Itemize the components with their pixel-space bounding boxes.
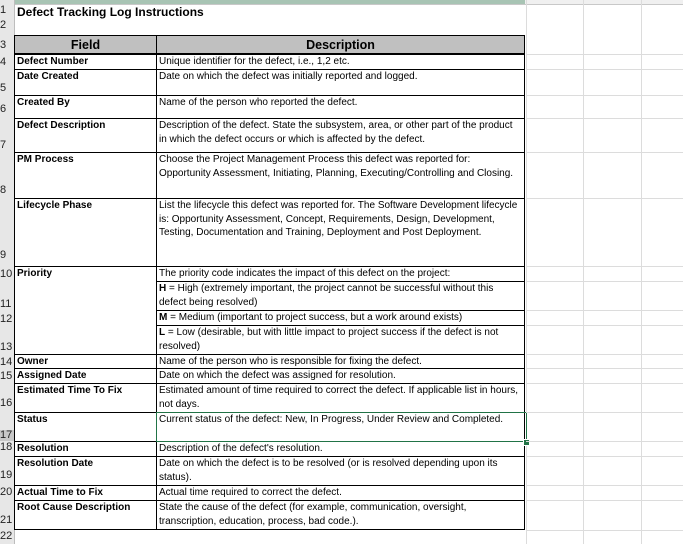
field-cell[interactable]: Defect Description — [14, 118, 157, 153]
field-cell[interactable]: PM Process — [14, 152, 157, 199]
priority-code: L — [159, 327, 166, 338]
row-number[interactable]: 21 — [0, 514, 13, 526]
sheet-title[interactable]: Defect Tracking Log Instructions — [17, 5, 204, 19]
row-number[interactable]: 3 — [0, 39, 7, 51]
description-cell[interactable] — [156, 485, 525, 501]
field-cell[interactable]: Status — [14, 412, 157, 442]
description-cell[interactable] — [156, 266, 525, 282]
description-cell[interactable] — [156, 152, 525, 199]
description-text: Actual time required to correct the defect. — [159, 487, 342, 498]
gridline — [526, 54, 683, 55]
row-number[interactable]: 16 — [0, 397, 13, 409]
gridline — [526, 95, 683, 96]
description-cell[interactable] — [156, 198, 525, 267]
description-cell[interactable] — [156, 281, 525, 311]
header-field[interactable]: Field — [14, 35, 157, 54]
description-cell[interactable] — [156, 325, 525, 355]
description-cell[interactable] — [156, 368, 525, 384]
description-text: List the lifecycle this defect was reported for. The Software Development lifecycle is: Opportunity Assessment, Concept, Requirements, Design, Development, Testing, Documentation and Training, Deployment and Post Deployment. — [159, 200, 518, 238]
field-cell[interactable]: Created By — [14, 95, 157, 119]
gridline — [526, 310, 683, 311]
field-cell[interactable] — [14, 325, 157, 355]
row-number[interactable]: 20 — [0, 486, 13, 498]
gridline — [526, 0, 527, 544]
description-text: The priority code indicates the impact of this defect on the project: — [159, 268, 451, 279]
field-cell[interactable] — [14, 281, 157, 311]
field-cell[interactable]: Lifecycle Phase — [14, 198, 157, 267]
gridline — [526, 456, 683, 457]
description-text: = Medium (important to project success, but a work around exists) — [167, 312, 463, 323]
row-number[interactable]: 13 — [0, 341, 13, 353]
description-text: Current status of the defect: New, In Progress, Under Review and Completed. — [159, 414, 504, 425]
field-cell[interactable]: Date Created — [14, 69, 157, 96]
field-cell[interactable]: Estimated Time To Fix — [14, 383, 157, 413]
description-cell[interactable] — [156, 69, 525, 96]
row-number[interactable]: 2 — [0, 19, 7, 31]
field-cell[interactable] — [14, 310, 157, 326]
gridline — [526, 266, 683, 267]
description-cell[interactable] — [156, 441, 525, 457]
row-number[interactable]: 7 — [0, 139, 7, 151]
description-text: Date on which the defect was assigned for resolution. — [159, 370, 396, 381]
description-text: Name of the person who is responsible for fixing the defect. — [159, 356, 422, 367]
field-cell[interactable]: Resolution — [14, 441, 157, 457]
field-cell[interactable]: Assigned Date — [14, 368, 157, 384]
description-cell[interactable] — [156, 383, 525, 413]
gridline — [526, 368, 683, 369]
gridline — [583, 0, 584, 544]
row-number[interactable]: 8 — [0, 184, 7, 196]
priority-code: M — [159, 312, 168, 323]
row-number[interactable]: 15 — [0, 370, 13, 382]
gridline — [526, 485, 683, 486]
row-number[interactable]: 5 — [0, 82, 7, 94]
row-number[interactable]: 10 — [0, 268, 13, 280]
field-cell[interactable]: Resolution Date — [14, 456, 157, 486]
description-cell[interactable] — [156, 54, 525, 70]
description-text: = Low (desirable, but with little impact to project success if the defect is not resolved) — [159, 327, 499, 352]
row-number[interactable]: 9 — [0, 249, 7, 261]
field-cell[interactable]: Owner — [14, 354, 157, 369]
selected-columns-indicator — [14, 0, 525, 4]
row-number[interactable]: 19 — [0, 469, 13, 481]
row-number[interactable]: 18 — [0, 441, 13, 453]
description-text: Description of the defect. State the subsystem, area, or other part of the product in which the defect occurs or which is affected by the defect. — [159, 120, 513, 145]
description-text: Unique identifier for the defect, i.e., 1,2 etc. — [159, 56, 350, 67]
field-cell[interactable]: Actual Time to Fix — [14, 485, 157, 501]
gridline — [641, 0, 642, 544]
description-text: State the cause of the defect (for example, communication, oversight, transcription, education, process, bad code.). — [159, 502, 467, 527]
row-number[interactable]: 12 — [0, 313, 13, 325]
description-cell[interactable] — [156, 95, 525, 119]
description-text: Description of the defect's resolution. — [159, 443, 323, 454]
gridline — [526, 281, 683, 282]
field-cell[interactable]: Priority — [14, 266, 157, 282]
description-text: Estimated amount of time required to correct the defect. If applicable list in hours, not days. — [159, 385, 519, 410]
field-cell[interactable]: Root Cause Description — [14, 500, 157, 530]
description-text: Choose the Project Management Process this defect was reported for: Opportunity Assessment, Initiating, Planning, Executing/Controlling and Closing. — [159, 154, 514, 179]
gridline — [526, 152, 683, 153]
description-cell[interactable] — [156, 310, 525, 326]
description-cell[interactable] — [156, 118, 525, 153]
gridline — [526, 530, 683, 531]
row-number[interactable]: 11 — [0, 298, 12, 310]
description-cell[interactable] — [156, 456, 525, 486]
description-cell[interactable] — [156, 354, 525, 369]
gridline — [526, 325, 683, 326]
description-text: Date on which the defect was initially reported and logged. — [159, 71, 418, 82]
priority-code: H — [159, 283, 167, 294]
row-number[interactable]: 22 — [0, 530, 13, 542]
description-cell[interactable] — [156, 412, 525, 442]
gridline — [526, 412, 683, 413]
description-text: Name of the person who reported the defect. — [159, 97, 358, 108]
gridline — [526, 198, 683, 199]
header-description[interactable]: Description — [156, 35, 525, 54]
row-number[interactable]: 4 — [0, 56, 7, 68]
row-number[interactable]: 6 — [0, 103, 7, 115]
field-cell[interactable]: Defect Number — [14, 54, 157, 70]
gridline — [526, 354, 683, 355]
gridline — [526, 118, 683, 119]
gridline — [526, 500, 683, 501]
gridline — [526, 69, 683, 70]
description-text: = High (extremely important, the project cannot be successful without this defect being resolved) — [159, 283, 494, 308]
description-cell[interactable] — [156, 500, 525, 530]
row-number[interactable]: 17 — [0, 429, 13, 441]
row-number[interactable]: 1 — [0, 4, 7, 16]
description-text: Date on which the defect is to be resolved (or is resolved depending upon its status). — [159, 458, 498, 483]
gridline — [526, 441, 683, 442]
gridline — [526, 383, 683, 384]
row-number[interactable]: 14 — [0, 356, 13, 368]
